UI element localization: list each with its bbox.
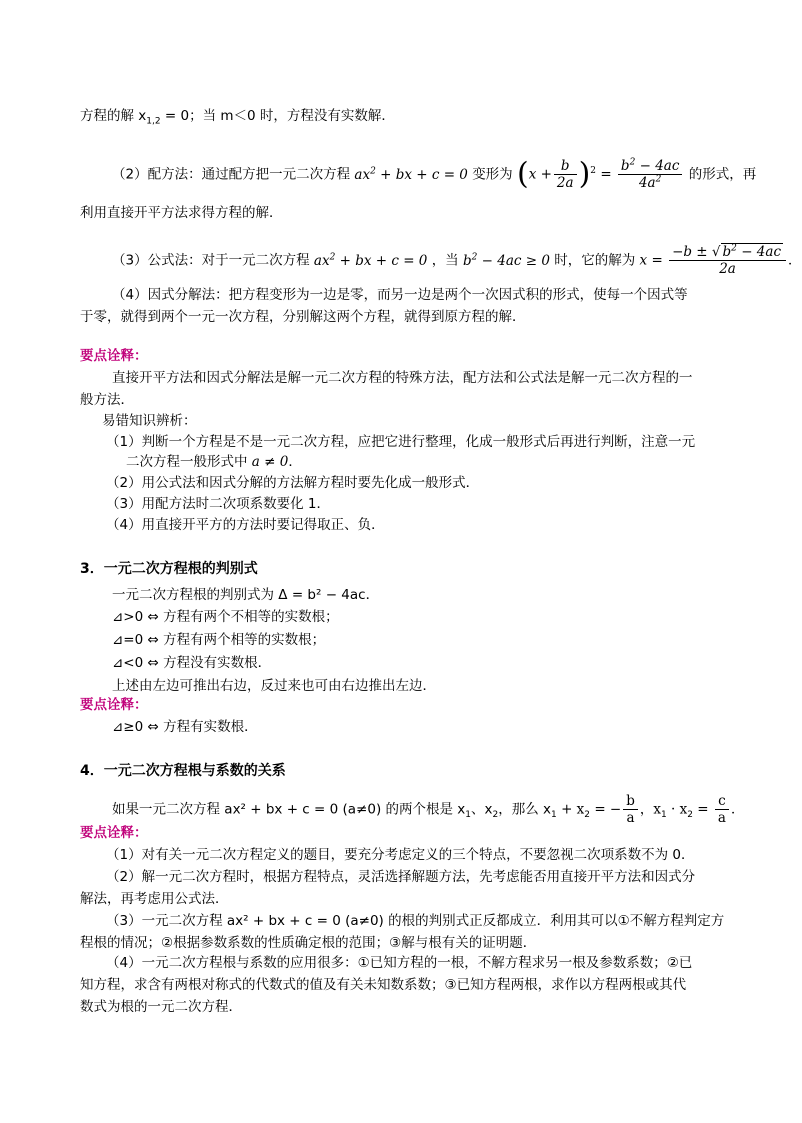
text-line: （3）一元二次方程 ax² + bx + c = 0 (a≠0) 的根的判别式正反都成立．利用其可以①不解方程判定方 (106, 913, 725, 929)
text-line: 数式为根的一元二次方程． (80, 999, 242, 1015)
section-title: 3．一元二次方程根的判别式 (80, 561, 258, 577)
keypoint-label: 要点诠释： (80, 697, 148, 713)
paren: ( (516, 156, 529, 192)
section-title: 4．一元二次方程根与系数的关系 (80, 763, 286, 779)
equation: x + (528, 166, 552, 183)
text: 变形为 (472, 166, 513, 183)
text-line: （2）解一元二次方程时，根据方程特点，灵活选择解题方法，先考虑能否用直接开平方法和因式分 (106, 869, 696, 885)
text-line: （3）用配方法时二次项系数要化 1． (106, 496, 330, 512)
text: （3）公式法：对于一元二次方程 (112, 252, 314, 269)
keypoint-label: 要点诠释： (80, 825, 148, 841)
text-line: 程根的情况；②根据参数系数的性质确定根的范围；③解与根有关的证明题． (80, 935, 537, 951)
text-line: （1）对有关一元二次方程定义的题目，要充分考虑定义的三个特点，不要忽视二次项系数不为 0． (106, 847, 695, 863)
method-3-line: （3）公式法：对于一元二次方程 $ax^2$ + bx + c = 0 ，当 $b^2 - 4ac \ge 0$ 时，它的解为 x = $\frac{-b \pm √ b^2 - 4ac}{2a}$ ． (112, 243, 802, 277)
keypoint-label: 要点诠释： (80, 348, 148, 364)
text: 、x (471, 801, 493, 818)
text-line: 一元二次方程根的判别式为 Δ = b² − 4ac． (112, 587, 380, 603)
fraction: $\frac{b}{2a}$ (554, 158, 577, 191)
text-line: 般方法． (80, 392, 134, 408)
text: 如果一元二次方程 ax² + bx + c = 0 (a≠0) 的两个根是 x (112, 801, 466, 818)
text-line: 二次方程一般形式中 a ≠ 0． (126, 454, 302, 470)
text-line: ⊿≥0 ⇔ 方程有实数根． (112, 719, 258, 735)
text: = 0；当 m＜0 时，方程没有实数解． (160, 108, 395, 124)
text-line: （1）判断一个方程是不是一元二次方程，应把它进行整理，化成一般形式后再进行判断，注意一元 (106, 434, 696, 450)
text: 的形式，再 (688, 166, 757, 183)
text: 二次方程一般形式中 (126, 454, 252, 470)
text-line: 于零，就得到两个一元一次方程，分别解这两个方程，就得到原方程的解． (80, 309, 526, 325)
text-line: （4）因式分解法：把方程变形为一边是零，而另一边是两个一次因式积的形式，使每一个因式等 (112, 287, 688, 303)
text-line: 利用直接开平方法求得方程的解． (80, 205, 283, 221)
text-line: 易错知识辨析： (102, 413, 197, 429)
fraction: $\frac{c}{a}$ (715, 793, 729, 826)
text-line: 知方程，求含有两根对称式的代数式的值及有关未知数系数；③已知方程两根，求作以方程两根或其代 (80, 977, 687, 993)
fraction: $\frac{b^2 - 4ac}{4a^2}$ (618, 158, 682, 191)
text-line: （4）用直接开平方的方法时要记得取正、负． (106, 517, 385, 533)
text-line: 直接开平方法和因式分解法是解一元二次方程的特殊方法，配方法和公式法是解一元二次方程的一 (112, 370, 693, 386)
equation: $ax^2$ + bx + c = 0 (354, 166, 468, 183)
equation: a ≠ 0 (251, 454, 289, 470)
text-line: 如果一元二次方程 ax² + bx + c = 0 (a≠0) 的两个根是 $x_1$、$x_2$，那么 $x_1 + x_2$ = − $\frac{b}{a}$ ，$x_1 \cdot x_2$ = $\frac{c}{a}$ ． (112, 793, 745, 826)
text-line (80, 106, 395, 126)
text: （2）配方法：通过配方把一元二次方程 (112, 166, 355, 183)
text-line: （4）一元二次方程根与系数的应用很多：①已知方程的一根，不解方程求另一根及参数系数；②已 (106, 955, 693, 971)
fraction: $\frac{b}{a}$ (623, 793, 638, 826)
text: 时，它的解为 (554, 252, 640, 269)
text: 方程的解 x (80, 108, 147, 124)
text-line: 解法，再考虑用公式法． (80, 891, 229, 907)
text-line: 上述由左边可推出右边，反过来也可由右边推出左边． (112, 678, 436, 694)
method-2-line: （2）配方法：通过配方把一元二次方程 $ax^2$ + bx + c = 0 变形为 (x + $\frac{b}{2a}$ )$^2$ = $\frac{b^2 - 4ac}{4a^2}$ 的形式，再 (112, 156, 757, 192)
text-line: （2）用公式法和因式分解的方法解方程时要先化成一般形式． (106, 475, 480, 491)
text-line: ⊿=0 ⇔ 方程有两个相等的实数根； (112, 632, 326, 648)
fraction: $\frac{-b \pm √ b^2 - 4ac}{2a}$ (669, 244, 786, 277)
text-line: ⊿<0 ⇔ 方程没有实数根． (112, 655, 272, 671)
text: ，那么 x (498, 801, 552, 818)
equation: x = (639, 252, 668, 269)
text-line: ⊿>0 ⇔ 方程有两个不相等的实数根； (112, 609, 339, 625)
subscript: 1,2 (146, 116, 161, 127)
paren: ) (578, 156, 591, 192)
equation: $b^2 - 4ac \ge 0$ (462, 252, 550, 269)
text: ，当 (431, 252, 463, 269)
equation: $ax^2$ + bx + c = 0 (313, 252, 428, 269)
